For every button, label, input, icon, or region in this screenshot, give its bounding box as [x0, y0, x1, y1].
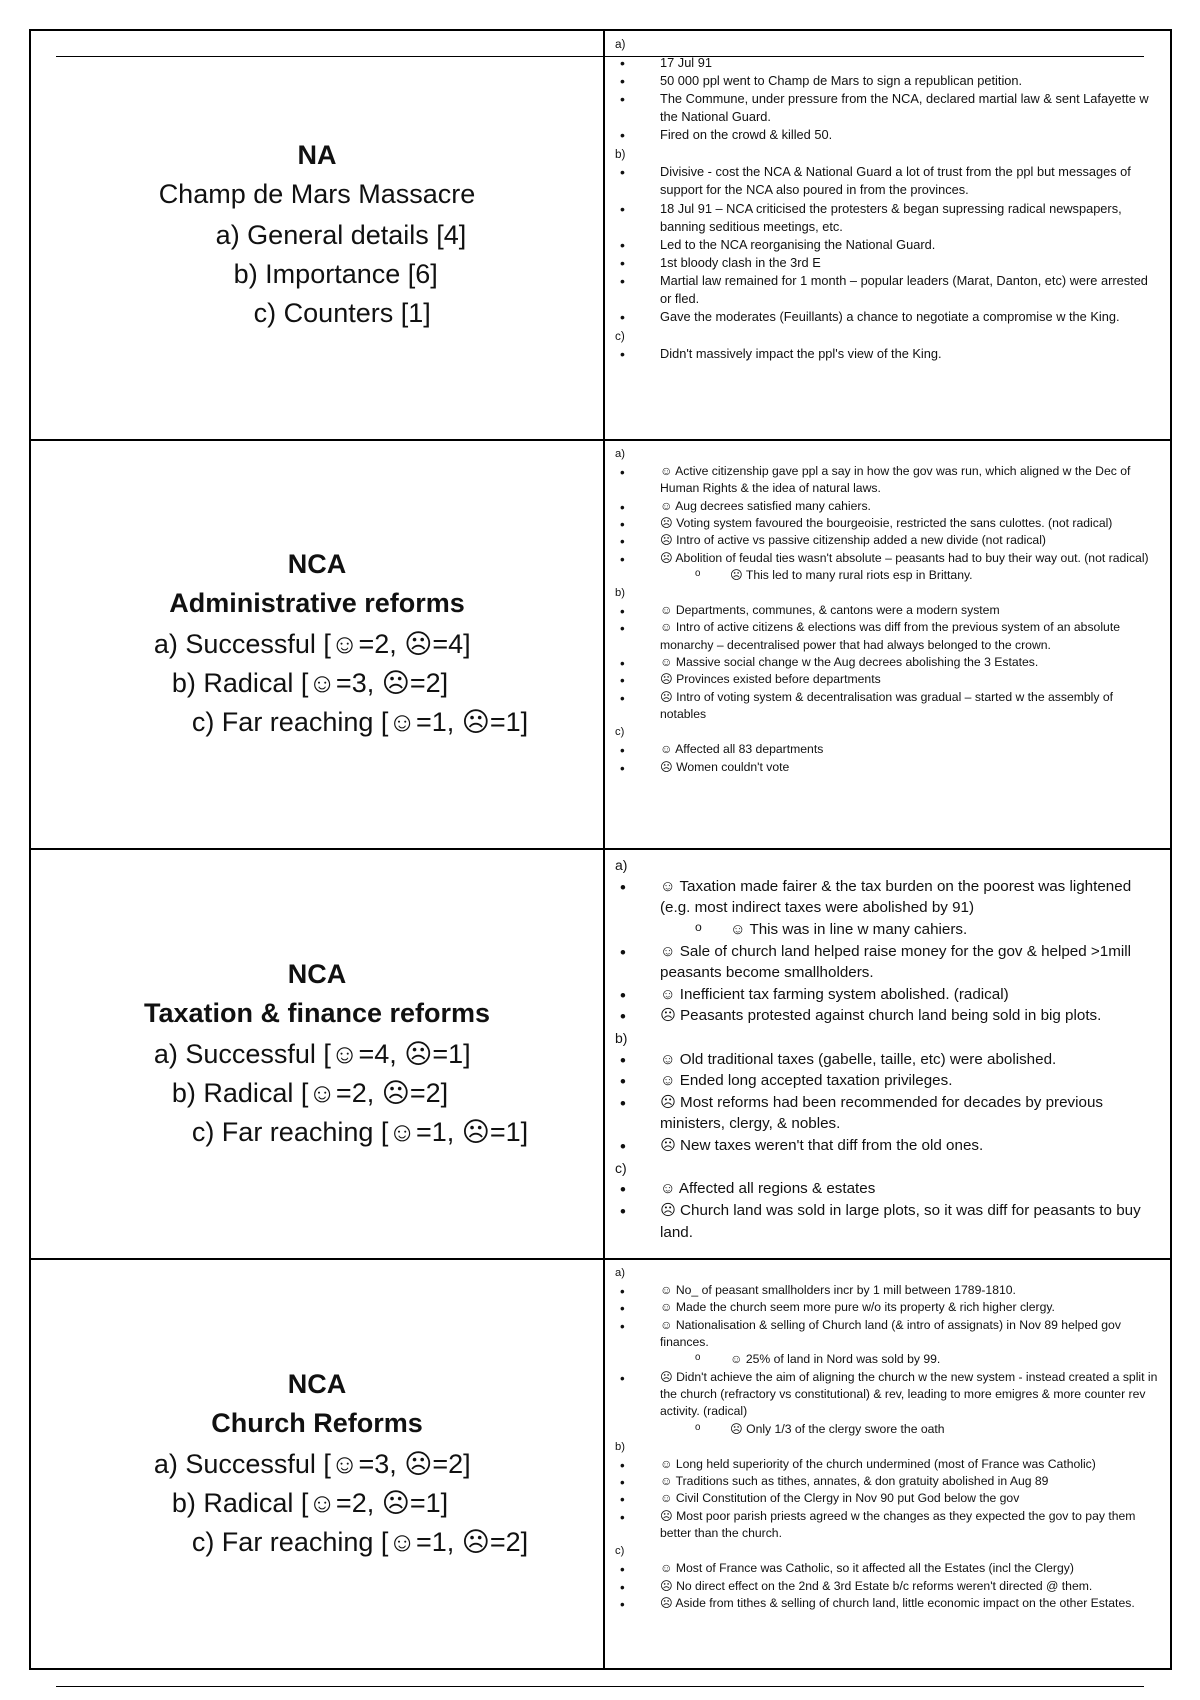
- section-label: b): [615, 1029, 628, 1046]
- section-label: c): [615, 1159, 627, 1176]
- bullet-item: • ☺ No_ of peasant smallholders incr by 1 mill between 1789-1810.: [615, 1282, 1160, 1299]
- card-answer-cell: [604, 849, 1171, 1259]
- section-label: b): [615, 147, 626, 161]
- card-answers: [605, 850, 1170, 1245]
- bullet-item: • ☹ Church land was sold in large plots, so it was diff for peasants to buy land.: [615, 1200, 1160, 1243]
- question-part: b) Importance [6]: [233, 258, 438, 289]
- bullet-item: • ☺ Long held superiority of the church undermined (most of France was Catholic): [615, 1456, 1160, 1473]
- card-topic-cell: [30, 1259, 604, 1669]
- bullet-item: • ☺ Ended long accepted taxation privileges.: [615, 1070, 1160, 1092]
- bullet-list: [615, 1049, 1160, 1157]
- bullet-item: • ☹ Peasants protested against church land being sold in big plots.: [615, 1005, 1160, 1027]
- bullet-item: • ☹ Abolition of feudal ties wasn't absolute – peasants had to buy their way out. (not radical): [615, 550, 1160, 567]
- card-title: Administrative reforms: [169, 588, 465, 618]
- section-label: a): [615, 1267, 625, 1279]
- bullet-item: • ☺ Traditions such as tithes, annates, & don gratuity abolished in Aug 89: [615, 1473, 1160, 1490]
- bullet-item: • ☹ Most reforms had been recommended for decades by previous ministers, clergy, & nobles.: [615, 1092, 1160, 1135]
- bullet-item: • ☹ Intro of active vs passive citizenship added a new divide (not radical): [615, 532, 1160, 549]
- card-answers: [605, 441, 1170, 778]
- bullet-item: • ☺ Affected all regions & estates: [615, 1178, 1160, 1200]
- card-topic: [31, 31, 603, 437]
- card-topic-cell: [30, 30, 604, 440]
- section-label: b): [615, 1440, 625, 1453]
- question-part: a) Successful [☺=2, ☹=4]: [153, 629, 471, 659]
- bullet-item: • Divisive - cost the NCA & National Guard a lot of trust from the ppl but messages of support for the NCA also poured in from the provinces.: [615, 163, 1160, 199]
- sub-bullet-item: o ☺ 25% of land in Nord was sold by 99.: [615, 1351, 1160, 1368]
- bullet-item: • ☺ Affected all 83 departments: [615, 741, 1160, 758]
- bullet-item: • ☺ Inefficient tax farming system abolished. (radical): [615, 984, 1160, 1006]
- card-topic: [31, 441, 603, 846]
- bullet-list: [615, 345, 1160, 363]
- bullet-item: • The Commune, under pressure from the NCA, declared martial law & sent Lafayette w the National Guard.: [615, 90, 1160, 126]
- section-label: c): [615, 726, 625, 739]
- card-answers: [605, 31, 1170, 366]
- bullet-item: • ☹ Didn't achieve the aim of aligning the church w the new system - instead created a split in the church (refractory vs constitutional) & rev, leading to more emigres & more counter rev activity. (radical): [615, 1369, 1160, 1421]
- bullet-item: • ☹ Voting system favoured the bourgeoisie, restricted the sans culottes. (not radical): [615, 515, 1160, 532]
- question-part: c) Far reaching [☺=1, ☹=1]: [191, 1116, 529, 1147]
- card-topic: [31, 850, 603, 1256]
- bottom-rule: [56, 1686, 1144, 1687]
- bullet-list: [615, 1178, 1160, 1243]
- bullet-item: • ☺ Nationalisation & selling of Church land (& intro of assignats) in Nov 89 helped gov finances.: [615, 1317, 1160, 1352]
- sub-bullet-item: o ☹ Only 1/3 of the clergy swore the oath: [615, 1421, 1160, 1438]
- card-answer-cell: [604, 440, 1171, 849]
- bullet-item: • ☺ Old traditional taxes (gabelle, taille, etc) were abolished.: [615, 1049, 1160, 1071]
- revision-cards-table: [29, 29, 1172, 1670]
- bullet-item: • ☹ New taxes weren't that diff from the old ones.: [615, 1135, 1160, 1157]
- bullet-list: [615, 741, 1160, 776]
- bullet-list: [615, 1456, 1160, 1543]
- bullet-list: [615, 1560, 1160, 1612]
- card-answers: [605, 1260, 1170, 1614]
- card-title: Church Reforms: [211, 1407, 423, 1438]
- bullet-list: [615, 463, 1160, 584]
- card-assembly: NA: [297, 139, 337, 170]
- card-assembly: NCA: [287, 958, 347, 989]
- sub-bullet-item: o ☹ This led to many rural riots esp in Brittany.: [615, 567, 1160, 584]
- bullet-item: • ☺ Aug decrees satisfied many cahiers.: [615, 498, 1160, 515]
- question-part: b) Radical [☺=2, ☹=1]: [171, 1487, 449, 1518]
- question-part: a) Successful [☺=3, ☹=2]: [153, 1448, 471, 1479]
- bullet-item: • ☺ Sale of church land helped raise money for the gov & helped >1mill peasants become smallholders.: [615, 941, 1160, 984]
- bullet-item: • Martial law remained for 1 month – popular leaders (Marat, Danton, etc) were arrested or fled.: [615, 272, 1160, 308]
- card-question-parts: [106, 1035, 528, 1152]
- question-part: c) Far reaching [☺=1, ☹=1]: [191, 707, 529, 737]
- bullet-item: • ☹ Most poor parish priests agreed w the changes as they expected the gov to pay them better than the church.: [615, 1508, 1160, 1543]
- bullet-list: [615, 54, 1160, 145]
- card-row: [30, 440, 1171, 849]
- bullet-item: • ☹ Aside from tithes & selling of church land, little economic impact on the other Estates.: [615, 1595, 1160, 1612]
- card-answer-cell: [604, 30, 1171, 440]
- card-row: [30, 1259, 1171, 1669]
- bullet-item: • ☺ Massive social change w the Aug decrees abolishing the 3 Estates.: [615, 654, 1160, 671]
- bullet-item: • ☺ Intro of active citizens & elections was diff from the previous system of an absolute monarchy – decentralised power that had always belonged to the crown.: [615, 619, 1160, 654]
- bullet-item: • ☹ Intro of voting system & decentralisation was gradual – started w the assembly of notables: [615, 689, 1160, 724]
- card-row: [30, 849, 1171, 1259]
- bullet-item: • 17 Jul 91: [615, 54, 1160, 72]
- bullet-item: • Gave the moderates (Feuillants) a chance to negotiate a compromise w the King.: [615, 308, 1160, 326]
- card-question-parts: [106, 625, 528, 742]
- question-part: a) Successful [☺=4, ☹=1]: [153, 1038, 471, 1069]
- section-label: b): [615, 587, 625, 600]
- section-label: a): [615, 448, 625, 460]
- card-assembly: NCA: [287, 1368, 347, 1399]
- bullet-item: • Fired on the crowd & killed 50.: [615, 126, 1160, 144]
- section-label: a): [615, 38, 626, 51]
- card-topic: [31, 1260, 603, 1666]
- card-assembly: NCA: [287, 549, 347, 579]
- bullet-list: [615, 876, 1160, 1027]
- question-part: b) Radical [☺=2, ☹=2]: [171, 1077, 449, 1108]
- card-title: Taxation & finance reforms: [143, 997, 491, 1028]
- bullet-list: [615, 1282, 1160, 1438]
- bullet-item: • ☺ Active citizenship gave ppl a say in how the gov was run, which aligned w the Dec of Human Rights & the idea of natural laws.: [615, 463, 1160, 498]
- bullet-item: • 1st bloody clash in the 3rd E: [615, 254, 1160, 272]
- bullet-item: • Didn't massively impact the ppl's view of the King.: [615, 345, 1160, 363]
- bullet-list: [615, 163, 1160, 326]
- card-question-parts: [168, 216, 467, 333]
- card-row: [30, 30, 1171, 440]
- card-answer-cell: [604, 1259, 1171, 1669]
- bullet-item: • ☺ Departments, communes, & cantons were a modern system: [615, 602, 1160, 619]
- bullet-item: • ☹ Women couldn't vote: [615, 759, 1160, 776]
- bullet-item: • ☹ Provinces existed before departments: [615, 671, 1160, 688]
- card-topic-cell: [30, 849, 604, 1259]
- bullet-item: • 50 000 ppl went to Champ de Mars to sign a republican petition.: [615, 72, 1160, 90]
- section-label: c): [615, 1545, 625, 1558]
- question-part: a) General details [4]: [215, 219, 467, 250]
- card-topic-cell: [30, 440, 604, 849]
- question-part: c) Counters [1]: [253, 297, 431, 328]
- bullet-item: • ☺ Taxation made fairer & the tax burden on the poorest was lightened (e.g. most indirect taxes were abolished by 91): [615, 876, 1160, 919]
- bullet-list: [615, 602, 1160, 723]
- bullet-item: • ☺ Civil Constitution of the Clergy in Nov 90 put God below the gov: [615, 1490, 1160, 1507]
- sub-bullet-item: o ☺ This was in line w many cahiers.: [615, 919, 1160, 941]
- bullet-item: • ☹ No direct effect on the 2nd & 3rd Estate b/c reforms weren't directed @ them.: [615, 1578, 1160, 1595]
- bullet-item: • 18 Jul 91 – NCA criticised the protesters & began supressing radical newspapers, banning seditious meetings, etc.: [615, 200, 1160, 236]
- bullet-item: • ☺ Most of France was Catholic, so it affected all the Estates (incl the Clergy): [615, 1560, 1160, 1577]
- section-label: c): [615, 329, 625, 343]
- card-title: Champ de Mars Massacre: [158, 178, 476, 209]
- section-label: a): [615, 857, 628, 873]
- question-part: b) Radical [☺=3, ☹=2]: [171, 668, 449, 698]
- bullet-item: • ☺ Made the church seem more pure w/o its property & rich higher clergy.: [615, 1299, 1160, 1316]
- card-question-parts: [106, 1445, 528, 1562]
- bullet-item: • Led to the NCA reorganising the National Guard.: [615, 236, 1160, 254]
- question-part: c) Far reaching [☺=1, ☹=2]: [191, 1526, 529, 1557]
